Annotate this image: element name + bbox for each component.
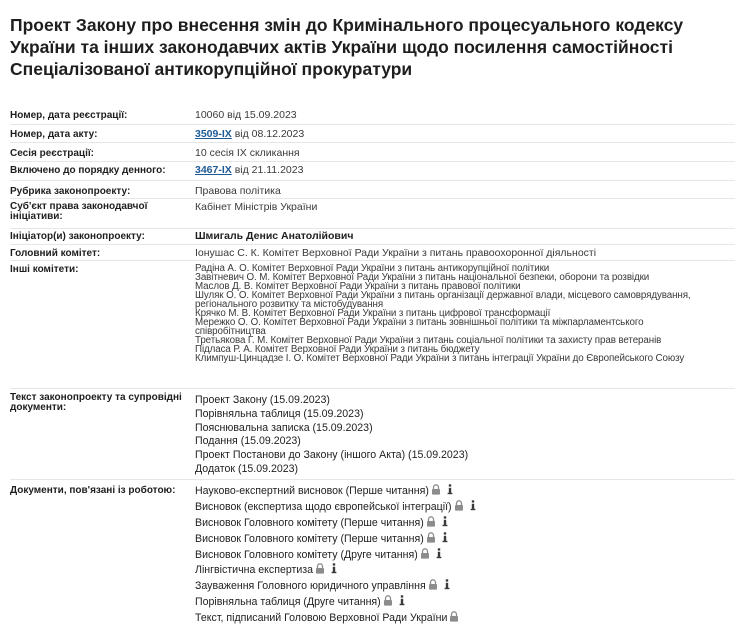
- related-doc-item: [195, 579, 476, 595]
- rubric-value: Правова політика: [195, 185, 281, 197]
- committee-line: співробітництва: [195, 326, 266, 337]
- related-doc-item: [195, 611, 476, 627]
- doc-link[interactable]: Пояснювальна записка (15.09.2023): [195, 421, 373, 434]
- separator: [10, 124, 735, 125]
- act-date: від 08.12.2023: [231, 128, 305, 140]
- info-icon[interactable]: [399, 595, 405, 612]
- related-doc-link[interactable]: Науково-експертний висновок (Перше читання): [195, 485, 429, 497]
- committee-line: Завітневич О. М. Комітет Верховної Ради України з питань національної безпеки, оборони та розвідки: [195, 272, 650, 283]
- doc-link[interactable]: Порівняльна таблиця (15.09.2023): [195, 407, 364, 420]
- related-doc-item: [195, 563, 476, 579]
- docs-list: [195, 394, 468, 477]
- separator: [10, 180, 735, 181]
- related-doc-link[interactable]: Висновок (експертиза щодо європейської інтеграції): [195, 500, 452, 513]
- related-doc-item: [195, 484, 476, 500]
- separator: [10, 260, 735, 261]
- related-doc-item: [195, 595, 476, 611]
- related-doc-link[interactable]: Порівняльна таблиця (Друге читання): [195, 596, 381, 609]
- related-doc-link[interactable]: Текст, підписаний Головою Верховної Ради України: [195, 612, 448, 625]
- related-doc-item: [195, 532, 476, 548]
- separator: [10, 161, 735, 162]
- separator: [10, 244, 735, 245]
- doc-link[interactable]: Подання (15.09.2023): [195, 435, 301, 448]
- subject-value: Кабінет Міністрів України: [195, 201, 318, 213]
- committee-line: Шуляк О. О. Комітет Верховної Ради України з питань організації державної влади, місцевого самоврядування,: [195, 290, 691, 301]
- main-committee-label: Головний комітет:: [10, 248, 101, 259]
- act-value: [195, 128, 304, 140]
- related-doc-item: [195, 500, 476, 516]
- committee-line: Климпуш-Цинцадзе І. О. Комітет Верховної Ради України з питань інтеграції України до Європейського Союзу: [195, 353, 685, 364]
- related-doc-item: [195, 548, 476, 564]
- main-committee-value: Іонушас С. К. Комітет Верховної Ради України з питань правоохоронної діяльності: [195, 247, 597, 259]
- other-committees-label: Інші комітети:: [10, 264, 79, 275]
- initiator-value: Шмигаль Денис Анатолійович: [195, 230, 354, 242]
- other-committees-list: [195, 264, 735, 363]
- page-title: Проект Закону про внесення змін до Кримінального процесуального кодексу України та інших законодавчих актів України щодо посилення самостійності Спеціалізованої антикорупційної прокуратури: [10, 15, 684, 79]
- separator: [10, 479, 735, 480]
- lock-icon: [428, 579, 438, 596]
- agenda-date: від 21.11.2023: [231, 164, 304, 176]
- committee-line: регіонального розвитку та містобудування: [195, 299, 384, 310]
- act-number-link[interactable]: 3509-IX: [195, 128, 232, 140]
- lock-icon: [383, 595, 393, 612]
- rubric-label: Рубрика законопроекту:: [10, 186, 131, 197]
- initiator-label: Ініціатор(и) законопроекту:: [10, 231, 145, 242]
- separator: [10, 142, 735, 143]
- committee-line: Крячко М. В. Комітет Верховної Ради України з питань цифрової трансформації: [195, 308, 551, 319]
- lock-icon: [431, 484, 441, 501]
- related-label: Документи, пов'язані із роботою:: [10, 485, 176, 496]
- reg-value: 10060 від 15.09.2023: [195, 109, 297, 121]
- committee-line: Третьякова Г. М. Комітет Верховної Ради України з питань соціальної політики та захисту прав ветеранів: [195, 335, 662, 346]
- lock-icon: [454, 500, 464, 517]
- info-icon[interactable]: [442, 532, 448, 549]
- separator: [10, 388, 735, 389]
- session-label: Сесія реєстрації:: [10, 148, 94, 159]
- lock-icon: [420, 548, 430, 565]
- info-icon[interactable]: [447, 484, 453, 501]
- info-icon[interactable]: [444, 579, 450, 596]
- related-doc-link[interactable]: Висновок Головного комітету (Перше читання): [195, 532, 424, 545]
- related-doc-item: [195, 516, 476, 532]
- related-doc-link[interactable]: Висновок Головного комітету (Друге читання): [195, 548, 418, 561]
- doc-link[interactable]: Проект Постанови до Закону (іншого Акта) (15.09.2023): [195, 449, 469, 462]
- agenda-label: Включено до порядку денного:: [10, 165, 166, 176]
- separator: [10, 198, 735, 199]
- info-icon[interactable]: [436, 548, 442, 565]
- docs-label: Текст законопроекту та супровідні документи:: [10, 392, 182, 413]
- session-value: 10 сесія IX скликання: [195, 147, 300, 159]
- related-doc-link[interactable]: Зауваження Головного юридичного управління: [195, 580, 426, 593]
- lock-icon: [426, 532, 436, 549]
- info-icon[interactable]: [442, 516, 448, 533]
- committee-line: Підласа Р. А. Комітет Верховної Ради України з питань бюджету: [195, 344, 480, 355]
- subject-label: Суб'єкт права законодавчої ініціативи:: [10, 201, 148, 222]
- doc-link[interactable]: Додаток (15.09.2023): [195, 462, 299, 475]
- act-label: Номер, дата акту:: [10, 129, 98, 140]
- agenda-number-link[interactable]: 3467-IX: [195, 164, 232, 176]
- related-doc-link[interactable]: Висновок Головного комітету (Перше читання): [195, 516, 424, 529]
- lock-icon: [449, 611, 459, 628]
- committee-line: Радіна А. О. Комітет Верховної Ради України з питань антикорупційної політики: [195, 263, 550, 274]
- info-icon[interactable]: [331, 563, 337, 580]
- committee-line: Маслов Д. В. Комітет Верховної Ради України з питань правової політики: [195, 281, 521, 292]
- related-doc-link[interactable]: Лінгвістична експертиза: [195, 564, 314, 577]
- lock-icon: [426, 516, 436, 533]
- doc-link[interactable]: Проект Закону (15.09.2023): [195, 394, 330, 406]
- info-icon[interactable]: [470, 500, 476, 517]
- lock-icon: [315, 563, 325, 580]
- reg-label: Номер, дата реєстрації:: [10, 110, 128, 121]
- committee-line: Мережко О. О. Комітет Верховної Ради України з питань зовнішньої політики та міжпарламентського: [195, 317, 644, 328]
- related-docs-list: [195, 484, 476, 627]
- separator: [10, 228, 735, 229]
- agenda-value: [195, 164, 303, 176]
